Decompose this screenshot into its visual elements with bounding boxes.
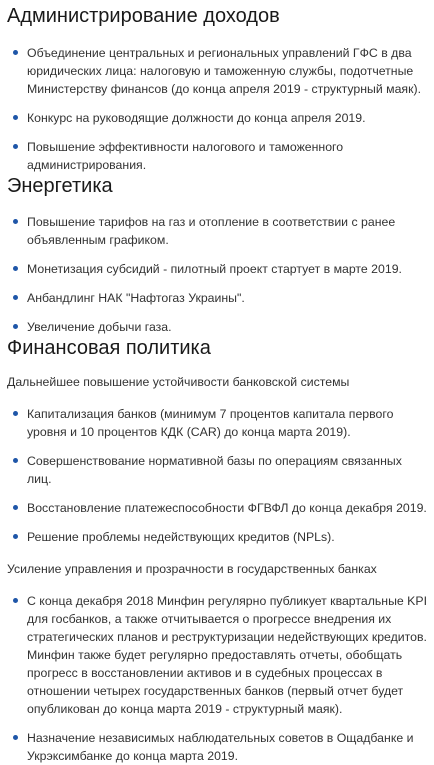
list-item-text: С конца декабря 2018 Минфин регулярно публикует квартальные KPI для госбанков, а также отчитывается о прогрессе внедрения их стратегических планов и реструктуризации недействующих кредитов. Минфин также будет регулярно предоставлять отчеты, обобщать прогресс в восстановлении активов и в судебных процессах в отношении четырех государственных банков (первый отчет будет опубликован до конца марта 2019 - структурный маяк). bbox=[27, 594, 427, 716]
list-item-text: Монетизация субсидий - пилотный проект стартует в марте 2019. bbox=[27, 262, 402, 276]
list-item bbox=[7, 405, 434, 441]
list-item bbox=[7, 289, 434, 307]
list-item-text: Повышение тарифов на газ и отопление в соответствии с ранее объявленным графиком. bbox=[27, 215, 396, 247]
section-title-energy: Энергетика bbox=[7, 175, 113, 197]
energy-list bbox=[7, 213, 434, 336]
list-item-text: Назначение независимых наблюдательных советов в Ощадбанке и Укрэксимбанке до конца марта 2019. bbox=[27, 731, 414, 763]
bullet-icon bbox=[13, 266, 18, 271]
list-item bbox=[7, 452, 434, 488]
list-item-text: Повышение эффективности налогового и таможенного администрирования. bbox=[27, 140, 344, 172]
list-item-text: Конкурс на руководящие должности до конца апреля 2019. bbox=[27, 111, 366, 125]
list-item-text: Решение проблемы недействующих кредитов (NPLs). bbox=[27, 530, 335, 544]
banking-stability-list bbox=[7, 405, 434, 546]
list-item-text: Объединение центральных и региональных управлений ГФС в два юридических лица: налоговую и таможенную службы, подотчетные Министерству финансов (до конца апреля 2019 - структурный маяк). bbox=[27, 46, 421, 96]
list-item bbox=[7, 260, 434, 278]
list-item bbox=[7, 44, 434, 98]
list-item bbox=[7, 499, 434, 517]
bullet-icon bbox=[13, 324, 18, 329]
list-item bbox=[7, 213, 434, 249]
list-item-text: Капитализация банков (минимум 7 процентов капитала первого уровня и 10 процентов КДК (CAR) до конца марта 2019). bbox=[27, 407, 394, 439]
bullet-icon bbox=[13, 598, 18, 603]
list-item bbox=[7, 318, 434, 336]
list-item-text: Совершенствование нормативной базы по операциям связанных лиц. bbox=[27, 454, 402, 486]
bullet-icon bbox=[13, 534, 18, 539]
list-item-text: Увеличение добычи газа. bbox=[27, 320, 172, 334]
list-item-text: Анбандлинг НАК "Нафтогаз Украины". bbox=[27, 291, 245, 305]
list-item bbox=[7, 592, 434, 718]
bullet-icon bbox=[13, 219, 18, 224]
list-item-text: Восстановление платежеспособности ФГВФЛ до конца декабря 2019. bbox=[27, 501, 427, 515]
bullet-icon bbox=[13, 144, 18, 149]
section-title-revenue-administration: Администрирование доходов bbox=[7, 5, 280, 27]
list-item bbox=[7, 528, 434, 546]
bullet-icon bbox=[13, 115, 18, 120]
list-item bbox=[7, 138, 434, 174]
subsection-lead-banking-stability: Дальнейшее повышение устойчивости банковской системы bbox=[7, 375, 350, 389]
bullet-icon bbox=[13, 735, 18, 740]
bullet-icon bbox=[13, 505, 18, 510]
section-title-financial-policy: Финансовая политика bbox=[7, 337, 211, 359]
bullet-icon bbox=[13, 411, 18, 416]
bullet-icon bbox=[13, 295, 18, 300]
bullet-icon bbox=[13, 50, 18, 55]
list-item bbox=[7, 109, 434, 127]
subsection-lead-state-banks: Усиление управления и прозрачности в государственных банках bbox=[7, 562, 377, 576]
revenue-administration-list bbox=[7, 44, 434, 174]
bullet-icon bbox=[13, 458, 18, 463]
state-banks-list bbox=[7, 592, 434, 765]
